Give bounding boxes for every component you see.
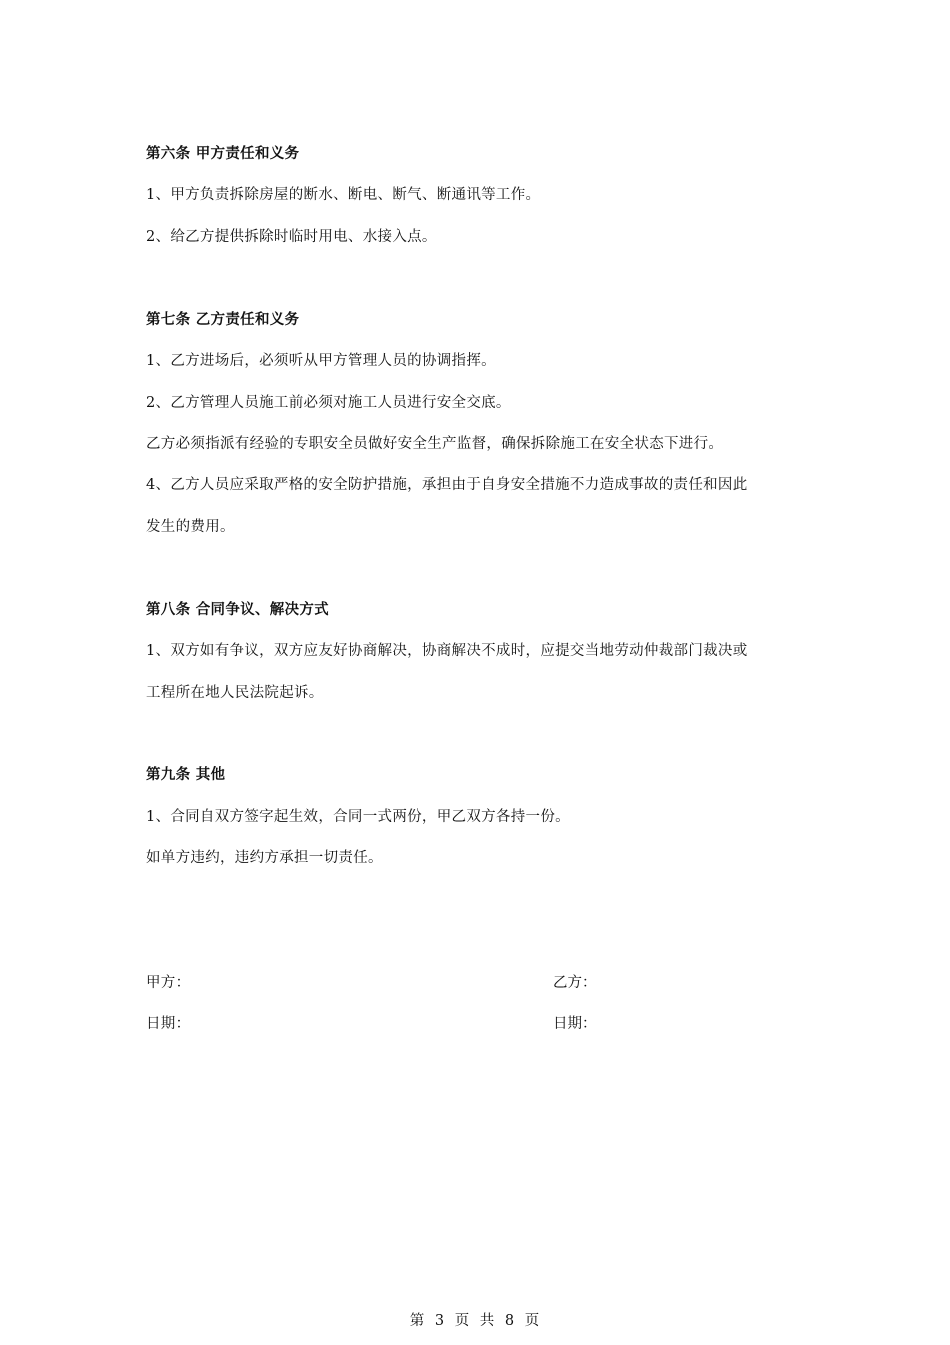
section-9-heading: 第九条 其他 xyxy=(146,767,226,783)
section-7-line-3: 乙方必须指派有经验的专职安全员做好安全生产监督，确保拆除施工在安全状态下进行。 xyxy=(146,436,724,452)
section-7-line-5: 发生的费用。 xyxy=(146,519,235,535)
section-7-line-1: 1、乙方进场后，必须听从甲方管理人员的协调指挥。 xyxy=(146,353,496,369)
section-8-heading: 第八条 合同争议、解决方式 xyxy=(146,602,329,618)
page-number-footer: 第 3 页 共 8 页 xyxy=(409,1313,541,1329)
section-6-line-2: 2、给乙方提供拆除时临时用电、水接入点。 xyxy=(146,229,437,245)
party-b-date-label: 日期： xyxy=(553,1016,597,1032)
section-9-line-1: 1、合同自双方签字起生效，合同一式两份，甲乙双方各持一份。 xyxy=(146,809,570,825)
party-a-label: 甲方： xyxy=(146,975,191,991)
section-7-heading: 第七条 乙方责任和义务 xyxy=(146,312,300,328)
section-8-line-1: 1、双方如有争议，双方应友好协商解决，协商解决不成时，应提交当地劳动仲裁部门裁决或 xyxy=(146,643,748,659)
section-7-line-4: 4、乙方人员应采取严格的安全防护措施，承担由于自身安全措施不力造成事故的责任和因此 xyxy=(146,477,748,493)
section-9-line-2: 如单方违约，违约方承担一切责任。 xyxy=(146,850,383,866)
section-8-line-2: 工程所在地人民法院起诉。 xyxy=(146,685,324,701)
party-a-date-label: 日期： xyxy=(146,1016,191,1032)
section-6-heading: 第六条 甲方责任和义务 xyxy=(146,146,300,162)
section-7-line-2: 2、乙方管理人员施工前必须对施工人员进行安全交底。 xyxy=(146,395,511,411)
section-6-line-1: 1、甲方负责拆除房屋的断水、断电、断气、断通讯等工作。 xyxy=(146,187,541,203)
party-b-label: 乙方： xyxy=(553,975,597,991)
